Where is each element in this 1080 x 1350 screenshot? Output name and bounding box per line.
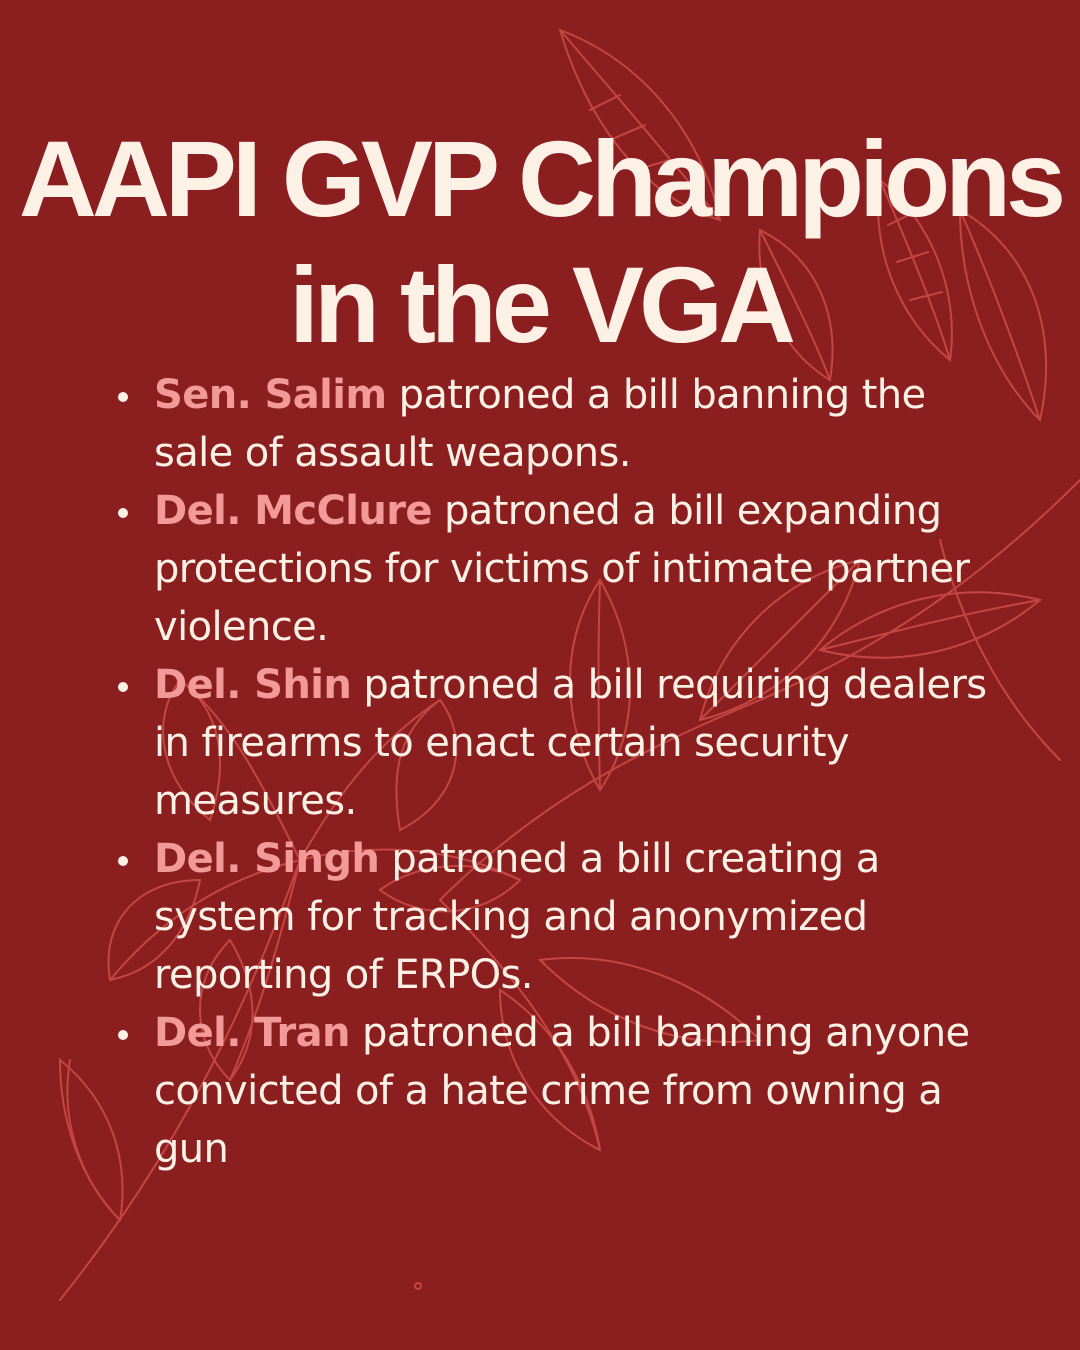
list-item [110,1004,1010,1178]
page-title [0,116,1080,368]
list-item [110,830,1010,1004]
bill-description: patroned a bill requiring dealers in firearms to enact certain security measures. [154,662,987,824]
bill-description: patroned a bill banning anyone convicted of a hate crime from owning a gun [154,1010,970,1172]
list-item [110,656,1010,830]
legislator-name: Del. McClure [154,488,432,534]
title-line-2: in the VGA [288,244,792,365]
legislator-name: Del. Shin [154,662,352,708]
list-item [110,366,1010,482]
legislator-name: Del. Singh [154,836,380,882]
legislator-name: Sen. Salim [154,372,387,418]
legislator-name: Del. Tran [154,1010,350,1056]
bill-description: patroned a bill creating a system for tracking and anonymized reporting of ERPOs. [154,836,880,998]
champions-list [110,366,1010,1178]
title-line-1: AAPI GVP Champions [18,118,1062,239]
list-item [110,482,1010,656]
bill-description: patroned a bill banning the sale of assault weapons. [154,372,926,476]
bill-description: patroned a bill expanding protections for victims of intimate partner violence. [154,488,970,650]
